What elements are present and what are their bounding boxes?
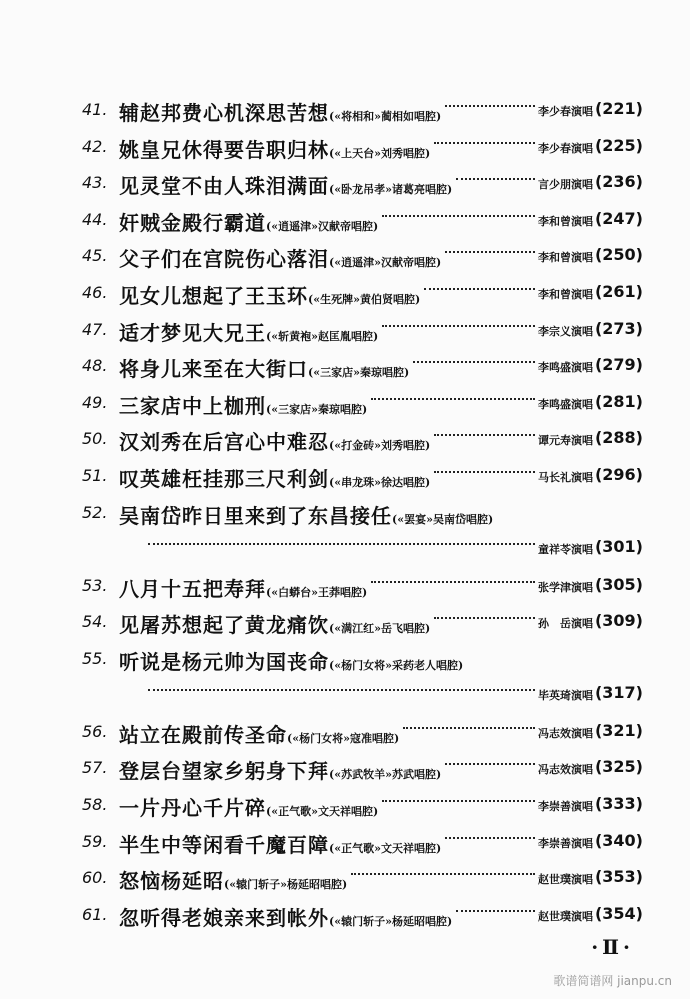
entry-title [119,390,367,419]
entry-number: 49. [82,392,108,412]
entry-number: 52. [82,502,108,522]
entry-title-text: 辅赵邦费心机深思苦想 [119,101,329,125]
entry-performer: 马长礼演唱 [538,470,593,484]
entry-source: («三家店»秦琼唱腔) [266,402,368,416]
entry-number: 61. [82,904,108,924]
entry-performer: 毕英琦演唱 [538,688,593,702]
dot-leader [382,215,535,217]
entry-title [119,902,452,931]
entry-number: 46. [82,282,108,302]
entry-number: 44. [82,209,108,229]
entry-title [119,243,441,272]
toc-entry [0,860,690,897]
entry-title [119,755,441,784]
entry-page: (296) [594,464,643,484]
entry-performer: 童祥苓演唱 [538,542,593,556]
dot-leader [434,471,535,473]
toc-entry [0,897,690,934]
entry-source: («串龙珠»徐达唱腔) [329,475,431,489]
entry-performer: 赵世璞演唱 [538,909,593,923]
entry-page: (225) [594,135,643,155]
toc-entry [0,92,690,129]
entry-title [119,280,420,309]
entry-number: 51. [82,465,108,485]
entry-title [119,719,399,748]
entry-number: 47. [82,319,108,339]
dot-leader [434,434,535,436]
entry-source: («上天台»刘秀唱腔) [329,146,431,160]
dot-leader [382,800,535,802]
toc-entry [0,495,690,568]
entry-number: 48. [82,356,108,376]
entry-page: (281) [594,391,643,411]
entry-source: («杨门女将»寇准唱腔) [287,731,400,745]
toc-entry [0,714,690,751]
entry-source: («正气歌»文天祥唱腔) [266,804,379,818]
entry-performer: 张学津演唱 [538,580,593,594]
dot-leader [456,910,535,912]
entry-performer: 李宗义演唱 [538,324,593,338]
entry-page: (309) [594,611,643,631]
entry-performer: 谭元寿演唱 [538,434,593,448]
dot-leader [413,361,535,363]
entry-source: («斩黄袍»赵匡胤唱腔) [266,329,379,343]
entry-title-text: 忽听得老娘亲来到帐外 [119,905,329,930]
entry-performer: 言少朋演唱 [538,178,593,192]
entry-title [119,317,378,346]
entry-number: 43. [82,173,108,193]
entry-number: 42. [82,136,108,156]
entry-title-text: 奸贼金殿行霸道 [119,210,266,235]
entry-title-text: 叹英雄枉挂那三尺利剑 [119,466,329,491]
entry-performer: 李崇善演唱 [538,836,593,850]
toc-entry [0,312,690,349]
toc-entry [0,787,690,824]
entry-title-text: 吴南岱昨日里来到了东昌接任 [119,503,392,528]
toc-entry [0,165,690,202]
entry-source: («杨门女将»采药老人唱腔) [329,658,464,672]
entry-title-text: 姚皇兄休得要告职归林 [119,137,329,162]
entry-title-text: 见灵堂不由人珠泪满面 [119,174,329,199]
dot-leader [434,142,535,144]
entry-page: (279) [594,355,643,375]
entry-performer: 李和曾演唱 [538,251,593,265]
entry-number: 59. [82,831,108,851]
entry-page: (340) [594,830,643,850]
toc-entry [0,568,690,605]
entry-source: («辕门斩子»杨延昭唱腔) [224,878,348,892]
entry-page: (354) [594,903,643,923]
entry-source: («辕门斩子»杨延昭唱腔) [329,914,453,928]
entry-title [119,353,409,382]
entry-page: (221) [594,99,643,118]
entry-performer: 李崇善演唱 [538,799,593,813]
entry-page: (247) [594,208,643,228]
toc-entry [0,202,690,239]
entry-source: («生死牌»黄伯贤唱腔) [308,292,421,306]
entry-number: 60. [82,868,108,888]
dot-leader [382,325,535,327]
entry-performer: 李鸣盛演唱 [538,361,593,375]
entry-number: 54. [82,612,108,632]
entry-title-text: 听说是杨元帅为国丧命 [119,649,329,674]
dot-leader [371,581,535,583]
entry-title [119,207,378,236]
entry-source: («将相和»蔺相如唱腔) [329,110,442,123]
entry-title-text: 登层台望家乡躬身下拜 [119,759,329,784]
entry-page: (321) [594,720,643,740]
entry-title-text: 父子们在宫院伤心落泪 [119,247,329,272]
entry-source: («三家店»秦琼唱腔) [308,366,410,380]
entry-title-text: 见屠苏想起了黄龙痛饮 [119,613,329,638]
entry-title-text: 将身儿来至在大街口 [119,357,308,382]
entry-title-text: 见女儿想起了王玉环 [119,283,308,308]
toc-entry [0,348,690,385]
entry-number: 58. [82,794,108,814]
entry-title [119,646,463,675]
dot-leader [445,105,535,107]
entry-performer: 赵世璞演唱 [538,873,593,887]
dot-leader [148,543,535,545]
entry-performer: 李少春演唱 [538,141,593,155]
entry-title [119,573,367,602]
toc-entry [0,385,690,422]
entry-page: (301) [594,536,643,556]
entry-title-text: 适才梦见大兄王 [119,320,266,345]
entry-title-text: 三家店中上枷刑 [119,393,266,418]
entry-page: (305) [594,574,643,594]
entry-source: («逍遥津»汉献帝唱腔) [266,219,379,233]
watermark: 歌谱简谱网 jianpu.cn [553,974,672,988]
entry-page: (333) [594,793,643,813]
entry-title [119,865,347,894]
entry-source: («卧龙吊孝»诸葛亮唱腔) [329,183,453,197]
toc-entry [0,824,690,861]
entry-page: (353) [594,867,643,887]
entry-number: 56. [82,721,108,741]
entry-number: 45. [82,246,108,266]
entry-page: (288) [594,428,643,448]
entry-source: («打金砖»刘秀唱腔) [329,439,431,453]
entry-title [119,609,430,638]
entry-performer: 冯志效演唱 [538,763,593,777]
entry-performer: 李少春演唱 [538,105,593,118]
entry-source: («罢宴»吴南岱唱腔) [392,512,494,526]
entry-number: 57. [82,758,108,778]
dot-leader [445,837,535,839]
entry-number: 55. [82,648,108,668]
entry-page: (273) [594,318,643,338]
dot-leader [148,689,535,691]
dot-leader [371,398,535,400]
entry-title [119,829,441,858]
dot-leader [445,763,535,765]
entry-title [119,426,430,455]
dot-leader [351,873,535,875]
entry-source: («白蟒台»王莽唱腔) [266,585,368,599]
entry-title-text: 怒恼杨延昭 [119,869,224,894]
entry-performer: 李和曾演唱 [538,214,593,228]
entry-title-text: 一片丹心千片碎 [119,795,266,820]
toc-entry [0,750,690,787]
entry-title [119,792,378,821]
dot-leader [403,727,535,729]
toc-entry [0,129,690,166]
toc-entry [0,421,690,458]
entry-title-text: 站立在殿前传圣命 [119,722,287,747]
toc-entry [0,458,690,495]
entry-performer: 李鸣盛演唱 [538,397,593,411]
entry-page: (325) [594,757,643,777]
entry-title-text: 汉刘秀在后宫心中难忍 [119,430,329,455]
entry-title-text: 半生中等闲看千魔百障 [119,832,329,857]
entry-page: (250) [594,245,643,265]
entry-number: 41. [82,100,108,119]
entry-number: 53. [82,575,108,595]
entry-source: («正气歌»文天祥唱腔) [329,841,442,855]
entry-page: (236) [594,172,643,192]
toc-entry [0,275,690,312]
entry-source: («苏武牧羊»苏武唱腔) [329,768,442,782]
page-number-mark: ·Ⅱ· [591,935,634,959]
toc-entry [0,641,690,714]
entry-performer: 李和曾演唱 [538,287,593,301]
table-of-contents [0,92,690,933]
dot-leader [456,178,535,180]
toc-entry [0,604,690,641]
entry-page: (261) [594,281,643,301]
entry-number: 50. [82,429,108,449]
entry-performer: 冯志效演唱 [538,726,593,740]
entry-title [119,500,493,529]
entry-title [119,134,430,163]
entry-page: (317) [594,682,643,702]
entry-source: («满江红»岳飞唱腔) [329,622,431,636]
entry-performer: 孙 岳演唱 [538,617,593,631]
dot-leader [445,251,535,253]
entry-source: («逍遥津»汉献帝唱腔) [329,256,442,270]
entry-title-text: 八月十五把寿拜 [119,576,266,601]
entry-title [119,170,452,199]
dot-leader [434,617,535,619]
entry-title [119,463,430,492]
dot-leader [424,288,535,290]
entry-title [119,97,441,126]
toc-entry [0,238,690,275]
